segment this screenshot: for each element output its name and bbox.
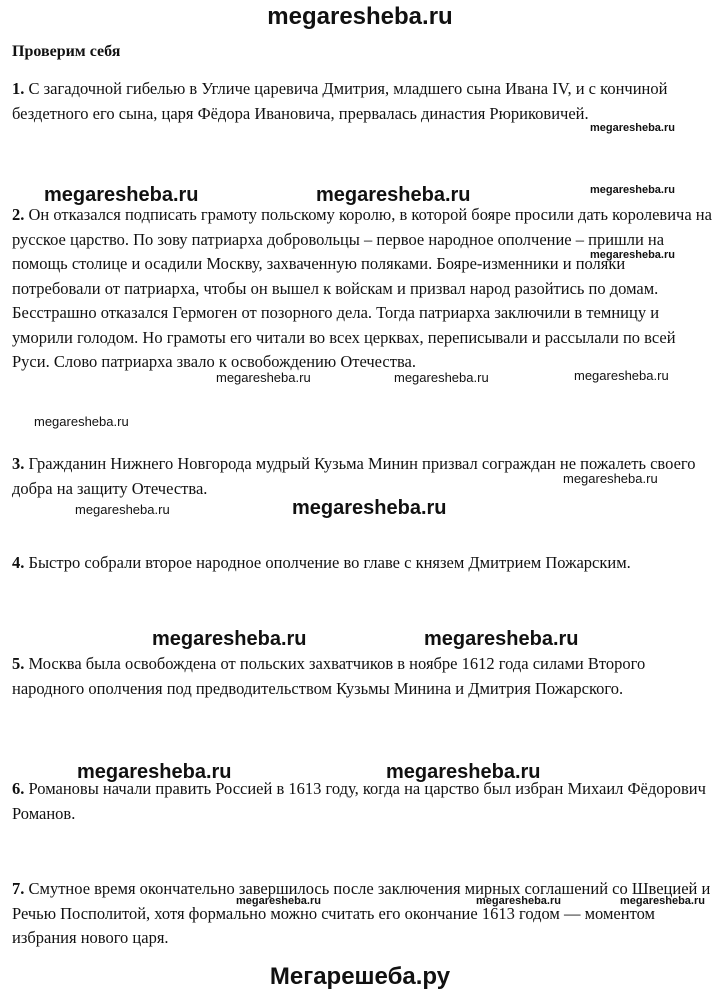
answer-5 bbox=[12, 652, 712, 701]
watermark: megaresheba.ru bbox=[394, 370, 489, 385]
site-footer: Мегарешеба.ру bbox=[269, 963, 451, 990]
answer-text: Быстро собрали второе народное ополчение во главе с князем Дмитрием Пожарским. bbox=[28, 553, 631, 572]
answer-6 bbox=[12, 777, 712, 826]
answer-number: 6. bbox=[12, 779, 25, 798]
answer-text: Гражданин Нижнего Новгорода мудрый Кузьма Минин призвал сограждан не пожалеть своего добра на защиту Отечества. bbox=[12, 454, 696, 498]
answer-4 bbox=[12, 551, 712, 576]
watermark: megaresheba.ru bbox=[316, 184, 471, 206]
answer-text: Москва была освобождена от польских захватчиков в ноябре 1612 года силами Второго народного ополчения под предводительством Кузьмы Минина и Дмитрия Пожарского. bbox=[12, 654, 646, 698]
watermark: megaresheba.ru bbox=[386, 761, 541, 783]
answer-number: 1. bbox=[12, 79, 25, 98]
watermark: megaresheba.ru bbox=[590, 249, 675, 261]
watermark: megaresheba.ru bbox=[424, 628, 579, 650]
watermark: megaresheba.ru bbox=[590, 122, 675, 134]
watermark: megaresheba.ru bbox=[620, 895, 705, 907]
answer-text: Он отказался подписать грамоту польскому королю, в которой бояре просили дать королевича на русское царство. По зову патриарха добровольцы – первое народное ополчение – пришли на помощь столице и осадили Москву, захваченную поляками. Бояре-изменники и поляки потребовали от патриарха, чтобы он вышел к войскам и призвал народ разойтись по домам. Бесстрашно отказался Гермоген от позорного дела. Тогда патриарха заключили в темницу и уморили голодом. Но грамоты его читали во всех церквах, переписывали и рассылали по всей Руси. Слово патриарха звало к освобождению Отечества. bbox=[12, 205, 712, 371]
page-title: Проверим себя bbox=[12, 43, 121, 60]
answer-number: 3. bbox=[12, 454, 25, 473]
answer-1 bbox=[12, 77, 712, 126]
watermark: megaresheba.ru bbox=[590, 184, 675, 196]
watermark: megaresheba.ru bbox=[563, 471, 658, 486]
answer-text: Смутное время окончательно завершилось после заключения мирных соглашений со Швецией и Речью Посполитой, хотя формально можно считать его окончание 1613 годом — моментом избрания нового царя. bbox=[12, 879, 711, 947]
watermark: megaresheba.ru bbox=[77, 761, 232, 783]
watermark: megaresheba.ru bbox=[476, 895, 561, 907]
answer-7 bbox=[12, 877, 712, 951]
answer-text: С загадочной гибелью в Угличе царевича Дмитрия, младшего сына Ивана IV, и с кончиной бездетного его сына, царя Фёдора Ивановича, прервалась династия Рюриковичей. bbox=[12, 79, 668, 123]
answer-number: 2. bbox=[12, 205, 25, 224]
watermark: megaresheba.ru bbox=[574, 368, 669, 383]
watermark: megaresheba.ru bbox=[292, 497, 447, 519]
answer-number: 5. bbox=[12, 654, 25, 673]
site-header: megaresheba.ru bbox=[267, 3, 453, 30]
answer-text: Романовы начали править Россией в 1613 году, когда на царство был избран Михаил Фёдорович Романов. bbox=[12, 779, 706, 823]
answer-number: 4. bbox=[12, 553, 25, 572]
watermark: megaresheba.ru bbox=[34, 414, 129, 429]
answer-2 bbox=[12, 203, 712, 375]
watermark: megaresheba.ru bbox=[236, 895, 321, 907]
watermark: megaresheba.ru bbox=[44, 184, 199, 206]
watermark: megaresheba.ru bbox=[216, 370, 311, 385]
watermark: megaresheba.ru bbox=[75, 502, 170, 517]
watermark: megaresheba.ru bbox=[152, 628, 307, 650]
answer-number: 7. bbox=[12, 879, 25, 898]
